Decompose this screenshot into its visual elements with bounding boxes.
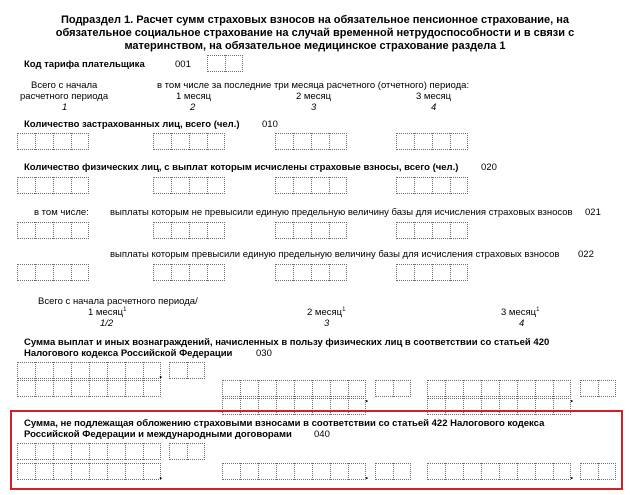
title-line-3: материнством, на обязательное медицинское страхование раздела 1 xyxy=(124,40,506,52)
col-total-line2: расчетного периода xyxy=(20,91,109,102)
persons-m3-input[interactable] xyxy=(396,177,468,194)
col-total-line1: Всего с начала xyxy=(31,80,98,91)
col2-m2-num: 3 xyxy=(324,318,330,329)
row040-m1-frac[interactable] xyxy=(375,463,411,480)
row022-m1-input[interactable] xyxy=(153,264,225,281)
row021-m2-input[interactable] xyxy=(275,222,347,239)
row030-m1-frac[interactable] xyxy=(375,380,411,397)
col-m2-num: 3 xyxy=(311,102,317,113)
row030-m3-frac[interactable] xyxy=(580,380,616,397)
row040-total-frac[interactable] xyxy=(169,443,205,460)
col2-m2: 2 месяц$^1$ xyxy=(307,307,346,319)
insured-m3-input[interactable] xyxy=(396,133,468,150)
row021-m3-input[interactable] xyxy=(396,222,468,239)
row030-total-int-upper[interactable] xyxy=(17,362,161,379)
row040-line2: Российской Федерации и международными договорами xyxy=(24,429,292,440)
persons-m2-input[interactable] xyxy=(275,177,347,194)
row040-m3-frac[interactable] xyxy=(580,463,616,480)
row022-label: выплаты которым превысили единую предельную величину базы для исчисления страховых взносов xyxy=(110,249,560,260)
row030-total-frac[interactable] xyxy=(169,362,205,379)
row030-m1-point: . xyxy=(365,391,369,405)
row040-code: 040 xyxy=(314,429,330,440)
insured-m1-input[interactable] xyxy=(153,133,225,150)
row030-total-int-lower[interactable] xyxy=(17,380,161,397)
row030-m3-point: . xyxy=(570,391,574,405)
row022-code: 022 xyxy=(578,249,594,260)
persons-label: Количество физических лиц, с выплат которым исчислены страховые взносы, всего (чел.) xyxy=(24,162,459,173)
col2-total: Всего с начала расчетного периода/ xyxy=(38,296,198,307)
row030-line1: Сумма выплат и иных вознаграждений, начисленных в пользу физических лиц в соответствии со статьей 420 xyxy=(24,337,550,348)
row030-code: 030 xyxy=(256,348,272,359)
row040-m3-int[interactable] xyxy=(427,463,574,482)
tariff-label: Код тарифа плательщика xyxy=(24,59,145,70)
row040-total-int-lower[interactable] xyxy=(17,463,161,480)
col-m2: 2 месяц xyxy=(296,91,332,102)
section-title xyxy=(0,14,630,53)
col-total-num: 1 xyxy=(62,102,68,113)
col-m1: 1 месяц xyxy=(176,91,212,102)
row040-m3-point: . xyxy=(570,468,574,482)
row030-total-point: . xyxy=(159,367,163,381)
persons-total-input[interactable] xyxy=(17,177,89,194)
tariff-code: 001 xyxy=(175,59,191,70)
title-line-1: Подраздел 1. Расчет сумм страховых взносов на обязательное пенсионное страхование, на xyxy=(60,14,570,26)
row022-total-input[interactable] xyxy=(17,264,89,281)
row030-m1-int-upper[interactable] xyxy=(222,380,366,397)
persons-code: 020 xyxy=(481,162,497,173)
col-m3: 3 месяц xyxy=(416,91,452,102)
col2-m1: 1 месяц$^1$ xyxy=(88,307,127,319)
row021-m1-input[interactable] xyxy=(153,222,225,239)
col-last3: в том числе за последние три месяца расчетного (отчетного) периода: xyxy=(157,80,470,91)
col2-m1-num: 1/2 xyxy=(100,318,114,329)
insured-total-input[interactable] xyxy=(17,133,89,150)
including-label: в том числе: xyxy=(34,207,89,218)
row040-m1-int[interactable] xyxy=(222,463,369,482)
tariff-input[interactable] xyxy=(207,55,243,72)
row030-line2: Налогового кодекса Российской Федерации xyxy=(24,348,233,359)
insured-label: Количество застрахованных лиц, всего (чел.) xyxy=(24,119,240,130)
row021-label: выплаты которым не превысили единую предельную величину базы для исчисления страховых взносов xyxy=(110,207,573,218)
row021-code: 021 xyxy=(585,207,601,218)
col2-m3: 3 месяц$^1$ xyxy=(501,307,540,319)
col-m1-num: 2 xyxy=(190,102,196,113)
row030-m3-int-upper[interactable] xyxy=(427,380,571,397)
row040-total-int-upper[interactable] xyxy=(17,443,161,460)
col-m3-num: 4 xyxy=(431,102,437,113)
insured-m2-input[interactable] xyxy=(275,133,347,150)
row040-total-point: . xyxy=(159,468,163,482)
row040-line1: Сумма, не подлежащая обложению страховыми взносами в соответствии со статьей 422 Налогового кодекса xyxy=(24,418,545,429)
col2-m3-num: 4 xyxy=(519,318,525,329)
row021-total-input[interactable] xyxy=(17,222,89,239)
persons-m1-input[interactable] xyxy=(153,177,225,194)
row022-m2-input[interactable] xyxy=(275,264,347,281)
insured-code: 010 xyxy=(262,119,278,130)
row022-m3-input[interactable] xyxy=(396,264,468,281)
row040-m1-point: . xyxy=(365,468,369,482)
title-line-2: обязательное социальное страхование на случай временной нетрудоспособности и в связи с xyxy=(55,27,575,39)
